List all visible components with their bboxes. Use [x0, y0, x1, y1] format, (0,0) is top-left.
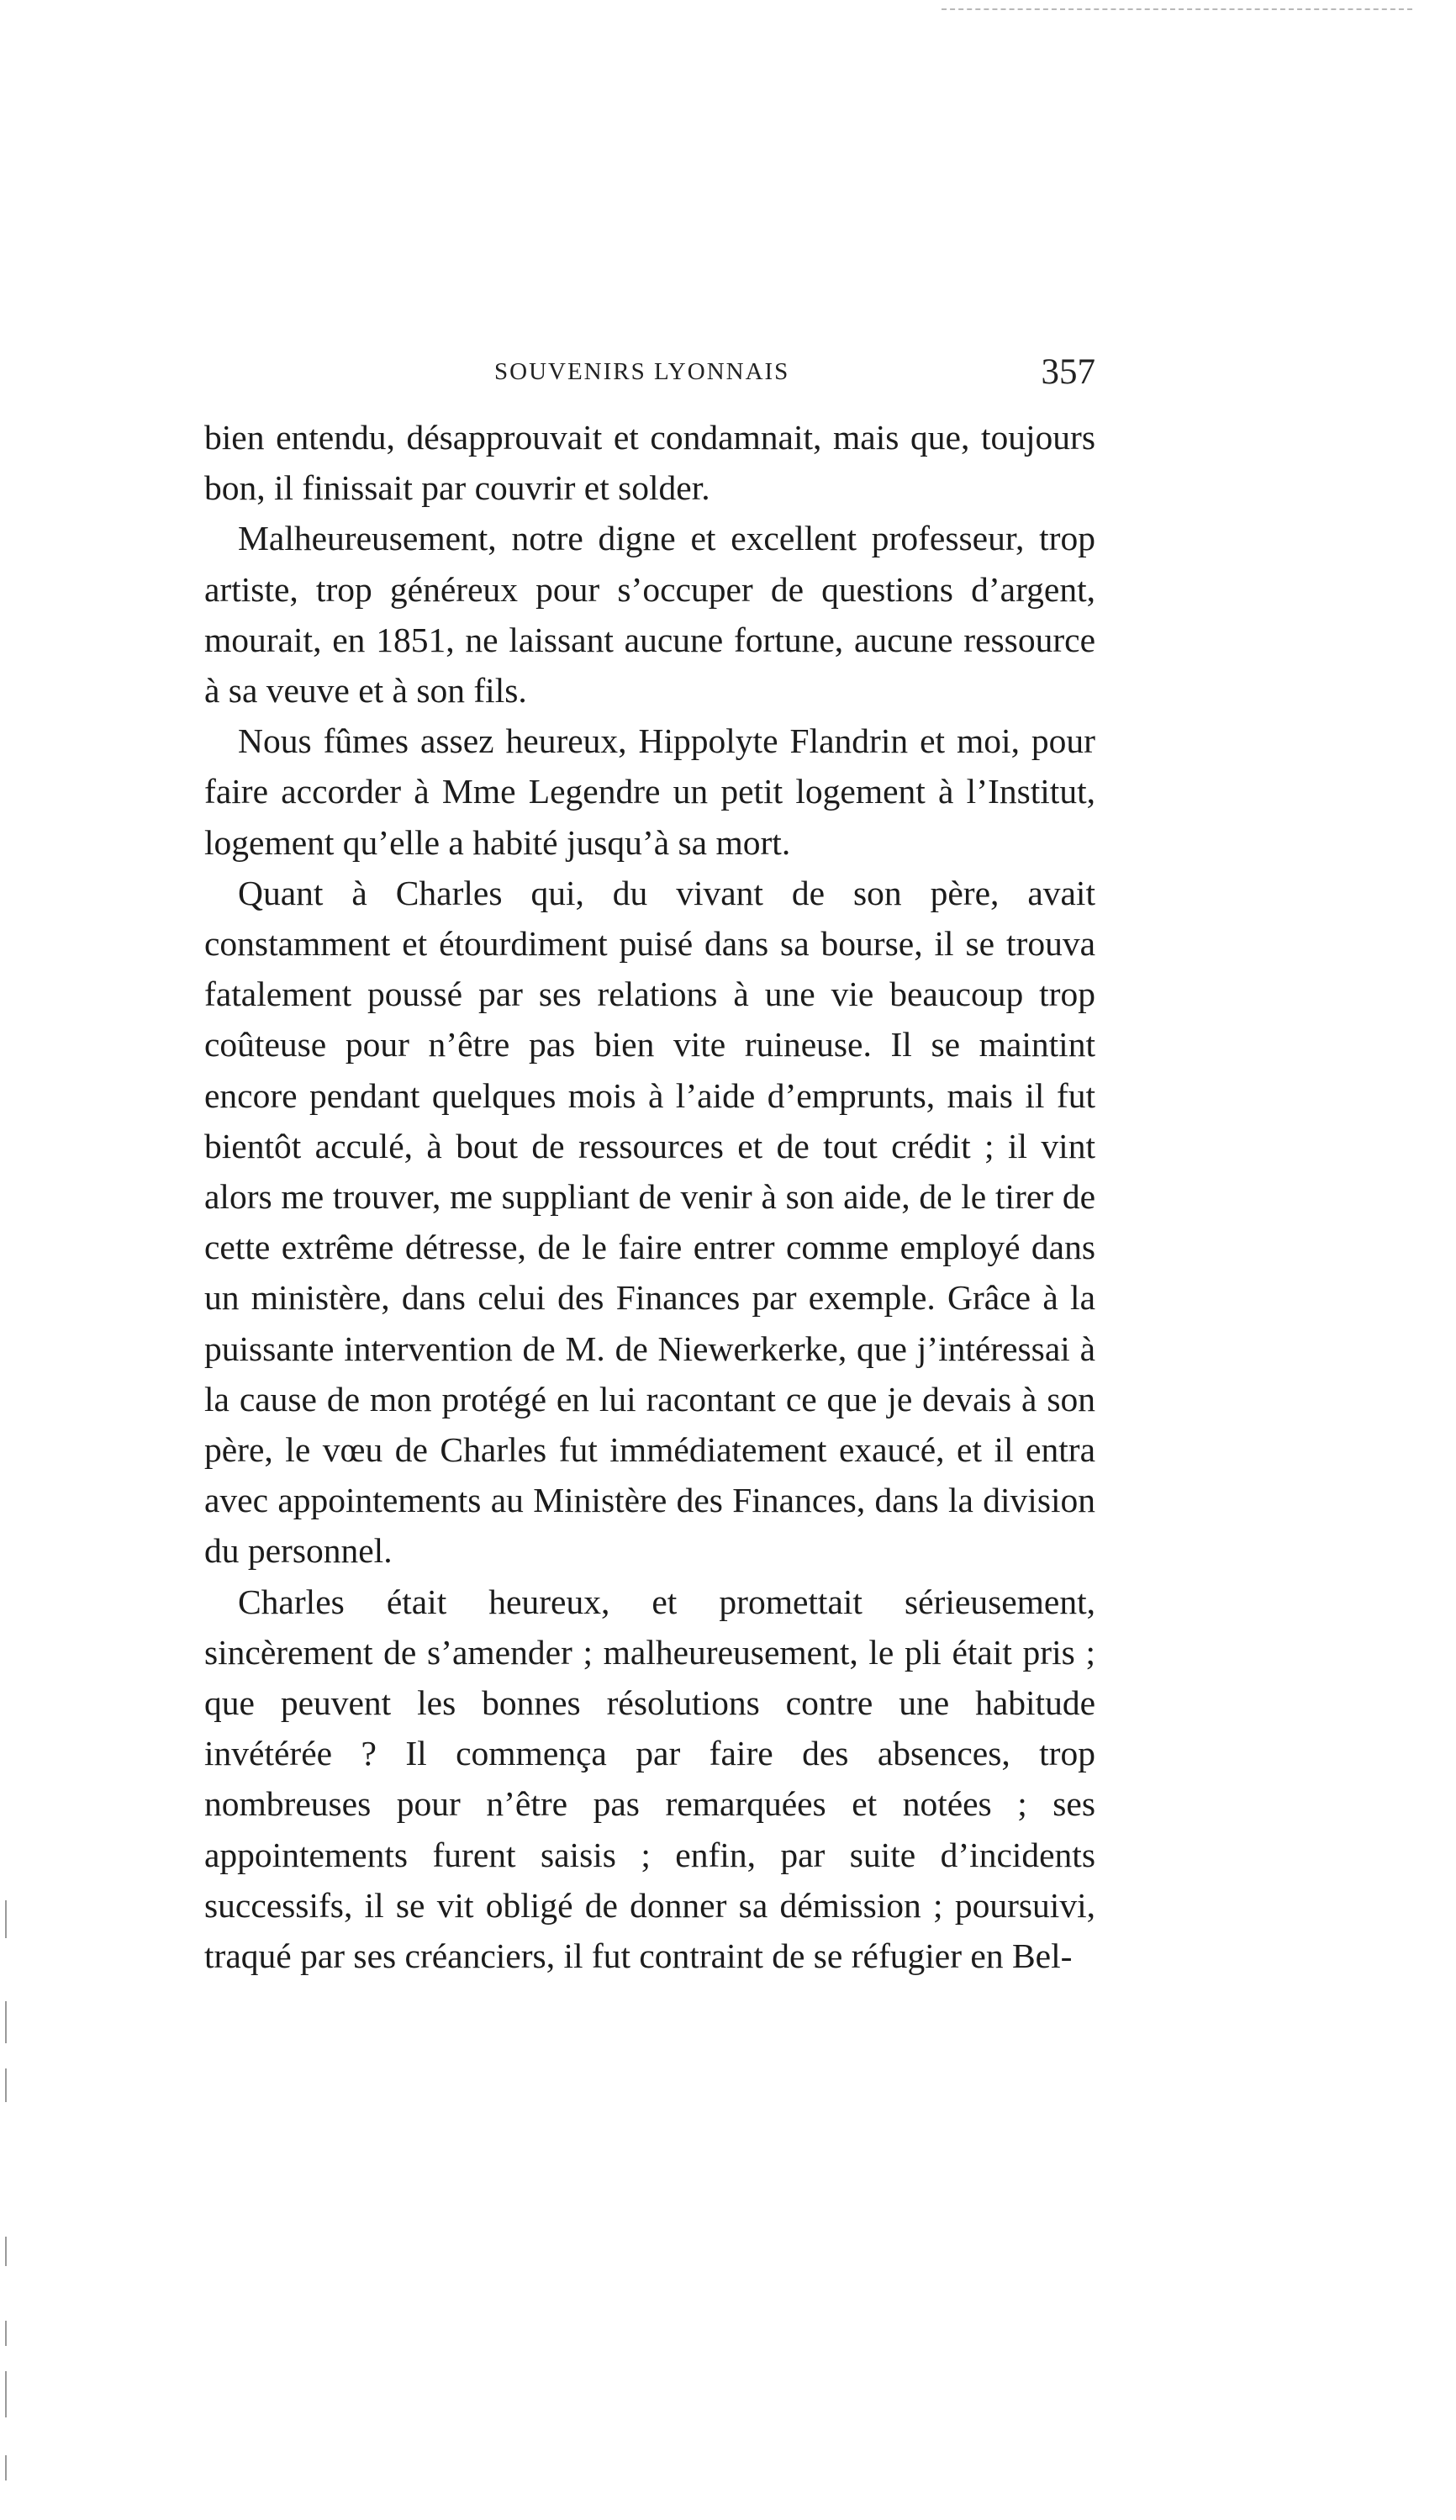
paragraph-1: bien entendu, désapprouvait et condamnait, mais que, toujours bon, il finissait par couvrir et solder. — [204, 418, 1095, 508]
margin-mark — [5, 2237, 7, 2266]
running-head — [204, 351, 1095, 402]
paragraph-2: Malheureusement, notre digne et excellent professeur, trop artiste, trop généreux pour s’occuper de questions d’argent, mourait, en 1851, ne laissant aucune fortune, aucune ressource à sa veuve et à son fils. — [204, 519, 1095, 711]
paragraph-4: Quant à Charles qui, du vivant de son père, avait constamment et étourdiment puisé dans sa bourse, il se trouva fatalement poussé par ses relations à une vie beaucoup trop coûteuse pour n’être pas bien vite ruineuse. Il se maintint encore pendant quelques mois à l’aide d’emprunts, mais il fut bientôt acculé, à bout de ressources et de tout crédit ; il vint alors me trouver, me suppliant de venir à son aide, de le tirer de cette extrême détresse, de le faire entrer comme employé dans un ministère, dans celui des Finances par exemple. Grâce à la puissante intervention de M. de Niewerkerke, que j’intéressai à la cause de mon protégé en lui racontant ce que je devais à son père, le vœu de Charles fut immédiatement exaucé, et il entra avec appointements au Ministère des Finances, dans la division du personnel. — [204, 873, 1095, 1571]
paragraph-5: Charles était heureux, et promettait sérieusement, sincèrement de s’amender ; malheureusement, le pli était pris ; que peuvent les bonnes résolutions contre une habitude invétérée ? Il commença par faire des absences, trop nombreuses pour n’être pas remarquées et notées ; ses appointements furent saisis ; enfin, par suite d’incidents successifs, il se vit obligé de donner sa démission ; poursuivi, traqué par ses créanciers, il fut contraint de se réfugier en Bel- — [204, 1582, 1095, 1976]
page-number: 357 — [1041, 352, 1095, 392]
margin-mark — [5, 2455, 7, 2480]
margin-mark — [5, 1900, 7, 1938]
top-edge-rule — [942, 8, 1412, 10]
margin-mark — [5, 2321, 7, 2346]
paragraph-3: Nous fûmes assez heureux, Hippolyte Flandrin et moi, pour faire accorder à Mme Legendre un petit logement à l’Institut, logement qu’elle a habité jusqu’à sa mort. — [204, 721, 1095, 862]
running-title: SOUVENIRS LYONNAIS — [494, 358, 790, 385]
binding-margin-marks — [0, 1850, 17, 2506]
margin-mark — [5, 2068, 7, 2102]
body-text — [204, 412, 1095, 1981]
margin-mark — [5, 2371, 7, 2417]
margin-mark — [5, 2001, 7, 2043]
